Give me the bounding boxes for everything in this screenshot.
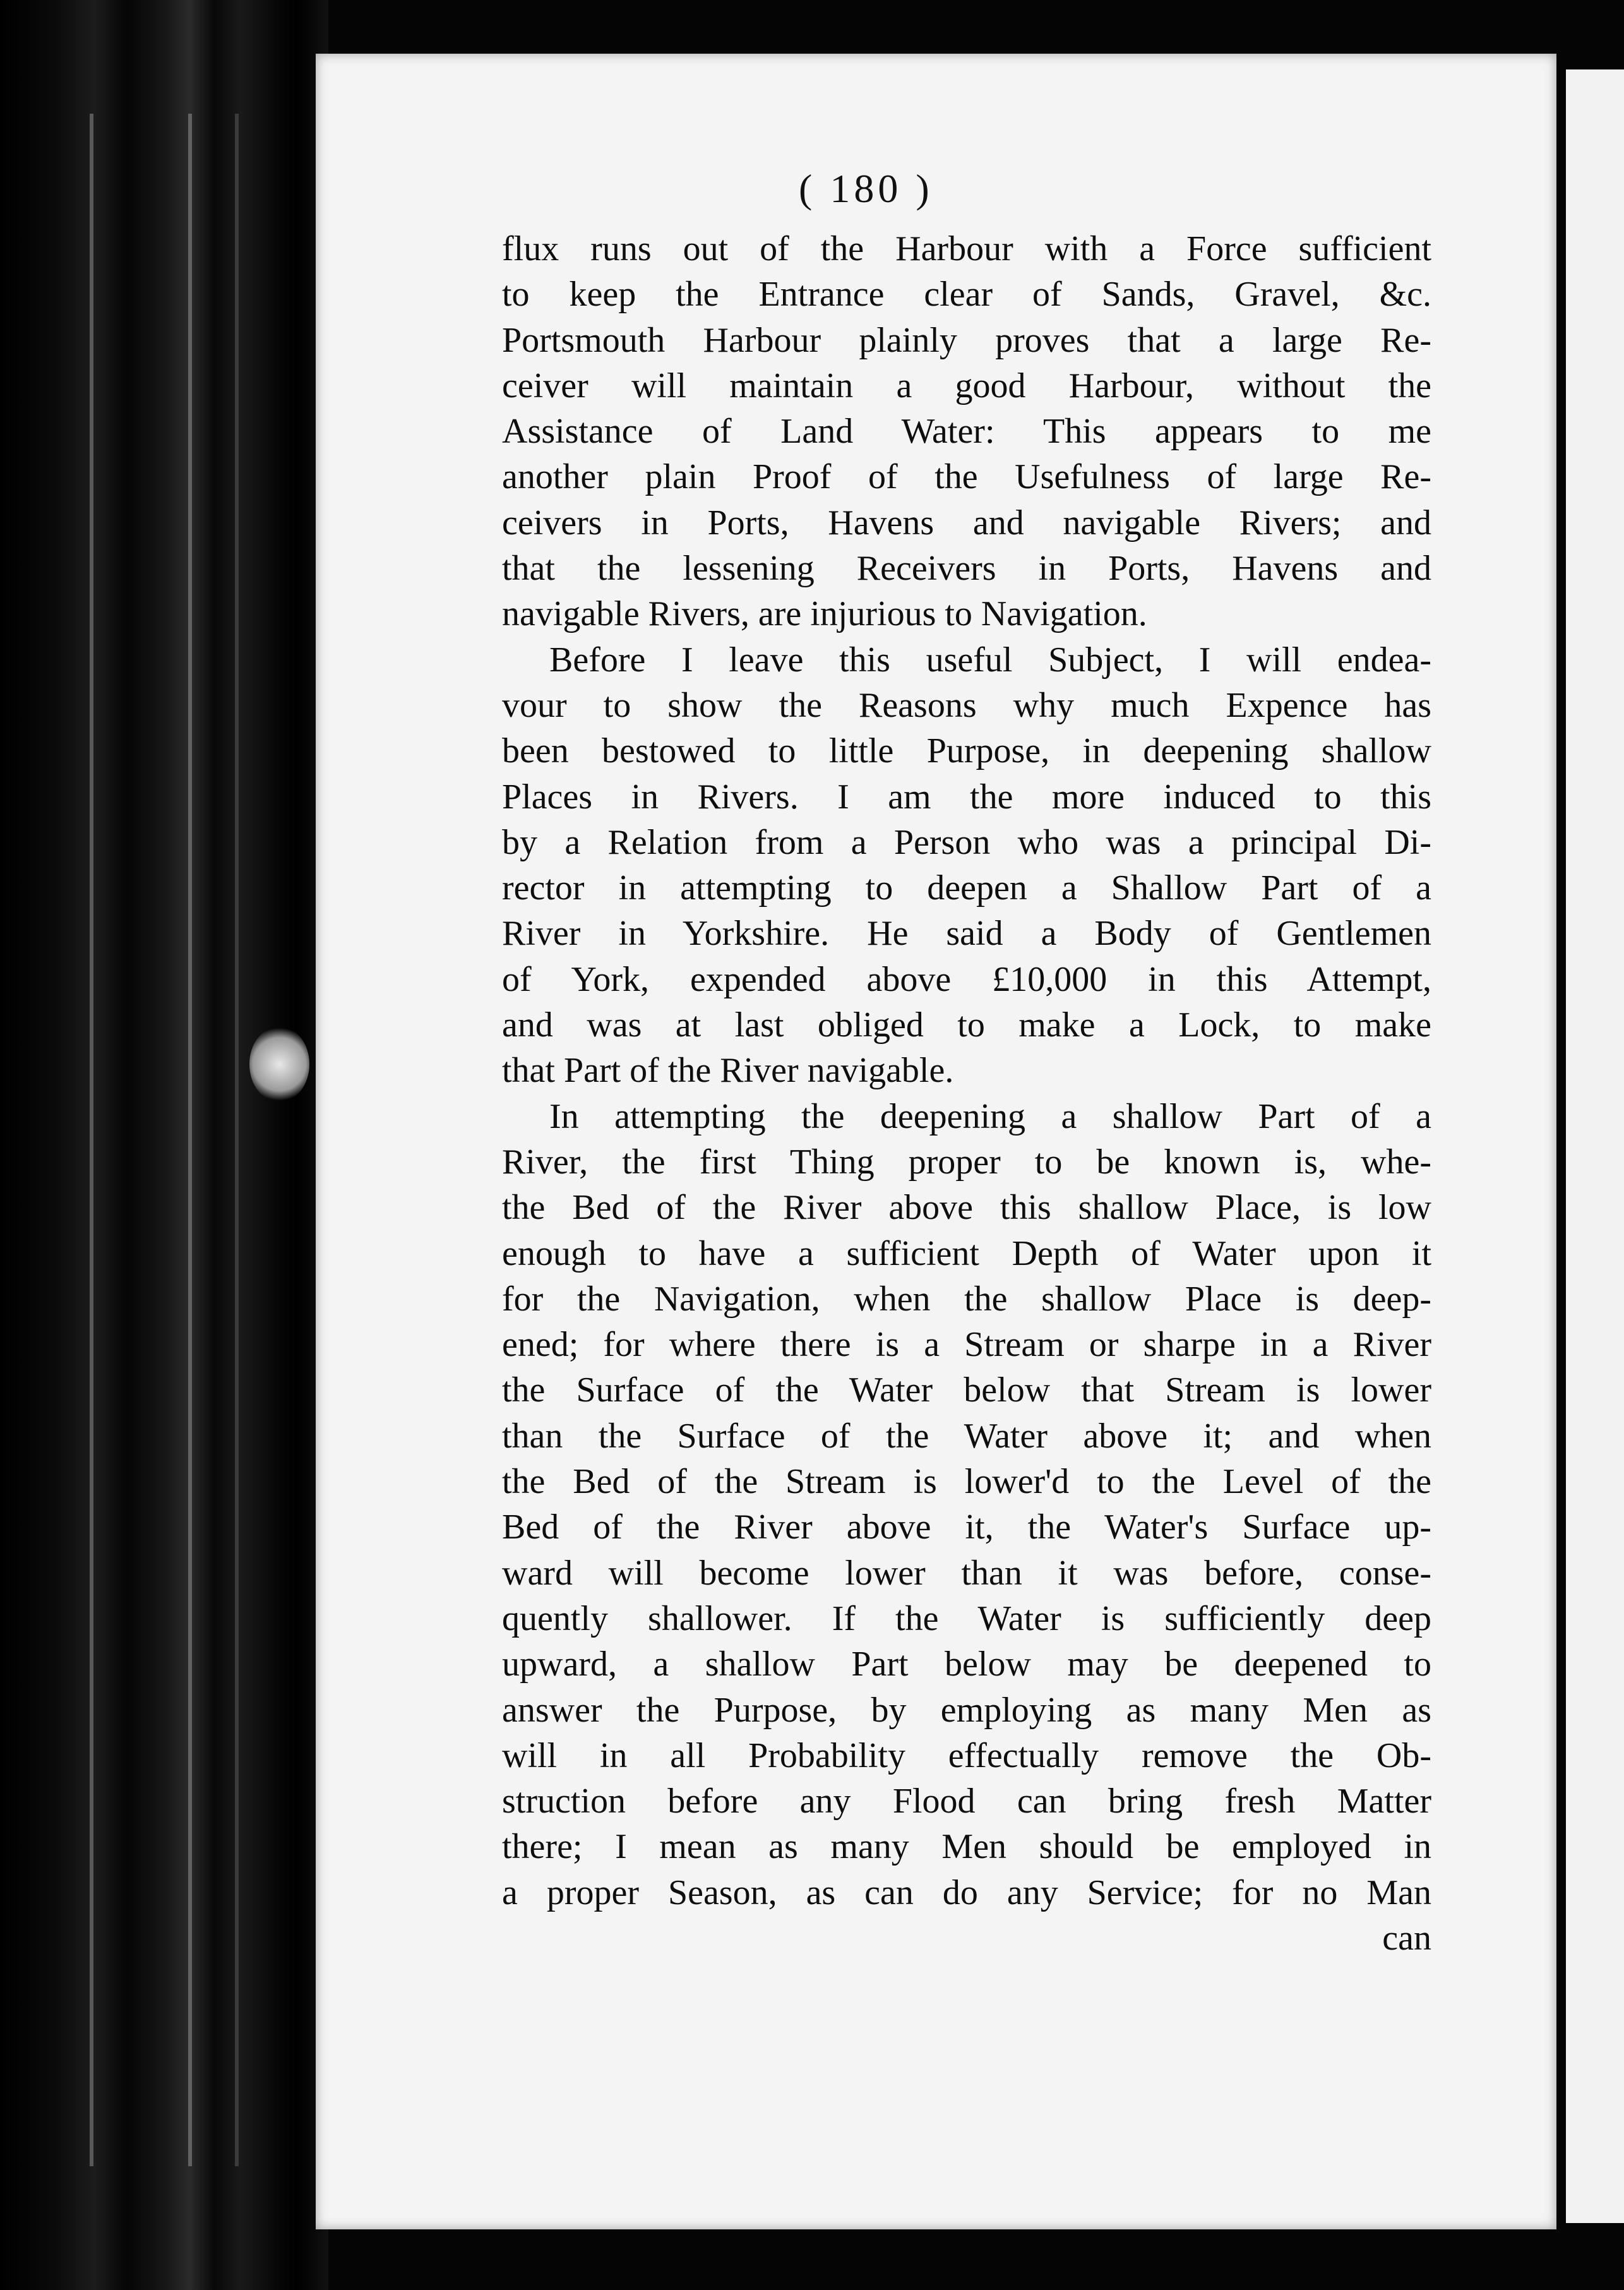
text-line: ceiver will maintain a good Harbour, without the [502, 366, 1431, 405]
text-line: than the Surface of the Water above it; and when [502, 1416, 1431, 1456]
facing-page-edge [1566, 69, 1624, 2223]
text-line: that Part of the River navigable. [502, 1051, 954, 1091]
text-line: Portsmouth Harbour plainly proves that a large Re- [502, 320, 1431, 360]
text-line: for the Navigation, when the shallow Place is deep- [502, 1279, 1431, 1319]
text-line: struction before any Flood can bring fresh Matter [502, 1782, 1431, 1821]
text-line: by a Relation from a Person who was a principal Di- [502, 822, 1431, 862]
text-line: and was at last obliged to make a Lock, to make [502, 1005, 1431, 1045]
text-line: Bed of the River above it, the Water's Surface up- [502, 1508, 1431, 1547]
paper-stain [249, 1026, 309, 1102]
text-line: of York, expended above £10,000 in this Attempt, [502, 959, 1431, 999]
binding-streak [188, 114, 192, 2166]
text-line: quently shallower. If the Water is sufficiently deep [502, 1598, 1431, 1638]
text-line: there; I mean as many Men should be employed in [502, 1827, 1431, 1867]
text-line: flux runs out of the Harbour with a Force sufficient [502, 229, 1431, 268]
text-line: that the lessening Receivers in Ports, Havens and [502, 549, 1431, 589]
text-line: enough to have a sufficient Depth of Water upon it [502, 1233, 1431, 1273]
text-line: Before I leave this useful Subject, I will endea- [549, 640, 1431, 680]
text-line: rector in attempting to deepen a Shallow Part of a [502, 868, 1431, 908]
text-line: answer the Purpose, by employing as many Men as [502, 1690, 1431, 1730]
catchword: can [1382, 1918, 1431, 1958]
text-line: River, the first Thing proper to be known is, whe- [502, 1142, 1431, 1182]
text-line: River in Yorkshire. He said a Body of Gentlemen [502, 914, 1431, 954]
text-line: the Bed of the River above this shallow Place, is low [502, 1188, 1431, 1228]
text-line: the Surface of the Water below that Stream is lower [502, 1370, 1431, 1410]
text-line: upward, a shallow Part below may be deepened to [502, 1645, 1431, 1684]
text-line: Places in Rivers. I am the more induced to this [502, 777, 1431, 817]
text-line: another plain Proof of the Usefulness of large Re- [502, 457, 1431, 497]
text-line: to keep the Entrance clear of Sands, Gravel, &c. [502, 275, 1431, 315]
text-line: In attempting the deepening a shallow Part of a [549, 1096, 1431, 1136]
text-line: been bestowed to little Purpose, in deepening shallow [502, 731, 1431, 771]
page-number: ( 180 ) [799, 166, 933, 211]
text-line: vour to show the Reasons why much Expence has [502, 685, 1431, 725]
text-line: the Bed of the Stream is lower'd to the Level of the [502, 1462, 1431, 1502]
binding-streak [235, 114, 239, 2166]
text-line: ened; for where there is a Stream or sharpe in a River [502, 1325, 1431, 1365]
book-binding-shadow [0, 0, 328, 2290]
text-line: Assistance of Land Water: This appears to me [502, 412, 1431, 452]
text-line: ward will become lower than it was before, conse- [502, 1553, 1431, 1593]
text-line: will in all Probability effectually remove the Ob- [502, 1735, 1431, 1775]
body-text [502, 226, 1431, 1961]
text-line: ceivers in Ports, Havens and navigable Rivers; and [502, 503, 1431, 543]
text-line: a proper Season, as can do any Service; for no Man [502, 1873, 1431, 1912]
text-line: navigable Rivers, are injurious to Navigation. [502, 594, 1147, 634]
binding-streak [90, 114, 93, 2166]
